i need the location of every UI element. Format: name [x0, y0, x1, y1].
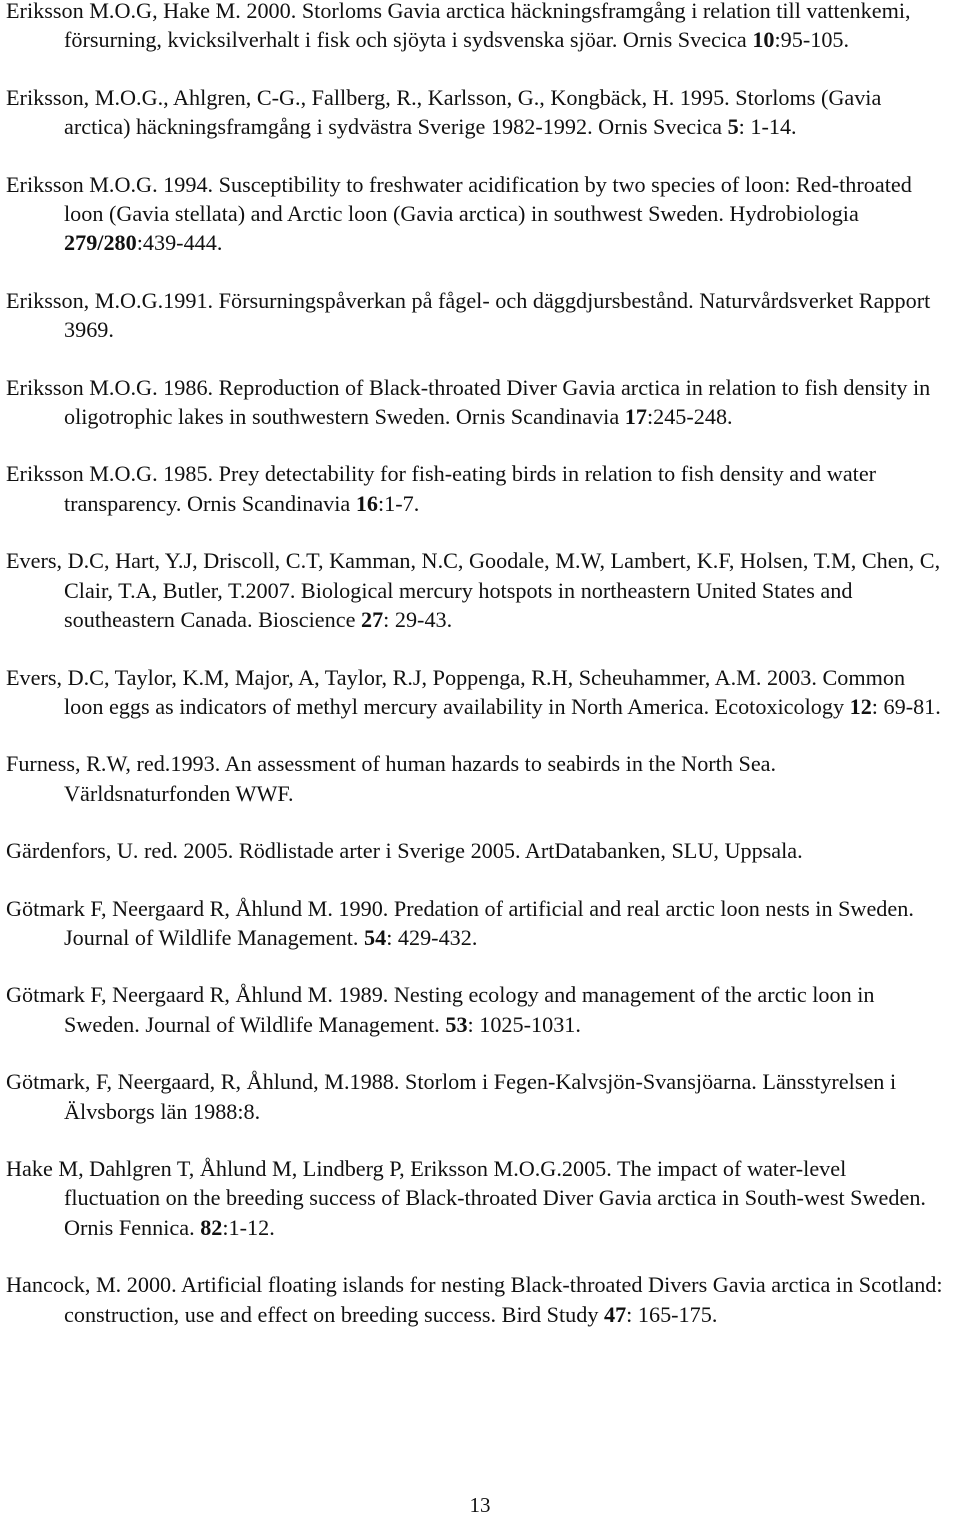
- reference-text: Götmark F, Neergaard R, Åhlund M. 1989. Nesting ecology and management of the arctic loon in Sweden. Journal of Wildlife Management.: [6, 982, 875, 1037]
- reference-text: Hake M, Dahlgren T, Åhlund M, Lindberg P, Eriksson M.O.G.2005. The impact of water-level fluctuation on the breeding success of Black-throated Diver Gavia arctica in South-west Sweden. Ornis Fennica.: [6, 1155, 926, 1240]
- reference-entry: [6, 83, 946, 142]
- reference-text: Eriksson M.O.G. 1986. Reproduction of Black-throated Diver Gavia arctica in relation to fish density in oligotrophic lakes in southwestern Sweden. Ornis Scandinavia: [6, 374, 931, 430]
- reference-entry: [6, 894, 946, 953]
- reference-pages: : 1025-1031.: [467, 1011, 581, 1037]
- reference-text: Götmark, F, Neergaard, R, Åhlund, M.1988. Storlom i Fegen-Kalvsjön-Svansjöarna. Länsstyrelsen i Älvsborgs län 1988:8.: [6, 1069, 897, 1124]
- reference-pages: :439-444.: [136, 230, 223, 256]
- page-number: 13: [469, 1493, 491, 1517]
- volume-number: 10: [752, 27, 775, 53]
- volume-number: 16: [355, 490, 379, 516]
- reference-text: Gärdenfors, U. red. 2005. Rödlistade arter i Sverige 2005. ArtDatabanken, SLU, Uppsala.: [6, 838, 803, 864]
- reference-text: Hancock, M. 2000. Artificial floating islands for nesting Black-throated Divers Gavia arctica in Scotland: construction, use and effect on breeding success. Bird Study: [6, 1272, 943, 1327]
- reference-text: Eriksson M.O.G. 1985. Prey detectability for fish-eating birds in relation to fish density and water transparency. Ornis Scandinavia: [6, 461, 877, 516]
- volume-number: 53: [445, 1011, 468, 1037]
- volume-number: 279/280: [64, 230, 137, 256]
- reference-text: Eriksson, M.O.G.1991. Försurningspåverkan på fågel- och däggdjursbestånd. Naturvårdsverket Rapport 3969.: [6, 287, 931, 343]
- reference-entry: [6, 373, 946, 432]
- reference-pages: : 69-81.: [871, 693, 941, 719]
- reference-entry: [6, 546, 946, 634]
- reference-entry: [6, 1270, 946, 1329]
- reference-text: Furness, R.W, red.1993. An assessment of human hazards to seabirds in the North Sea. Världsnaturfonden WWF.: [6, 751, 777, 806]
- volume-number: 54: [364, 924, 387, 950]
- reference-text: Evers, D.C, Taylor, K.M, Major, A, Taylor, R.J, Poppenga, R.H, Scheuhammer, A.M. 2003. Common loon eggs as indicators of methyl mercury availability in North America. Ecotoxicology: [6, 664, 906, 719]
- reference-text: Evers, D.C, Hart, Y.J, Driscoll, C.T, Kamman, N.C, Goodale, M.W, Lambert, K.F, Holsen, T.M, Chen, C, Clair, T.A, Butler, T.2007. Biological mercury hotspots in northeastern United States and southeastern Canada. Bioscience: [6, 548, 941, 633]
- reference-pages: : 165-175.: [626, 1301, 718, 1327]
- reference-pages: : 1-14.: [738, 114, 797, 140]
- reference-pages: : 429-432.: [386, 924, 478, 950]
- reference-entry: [6, 663, 946, 722]
- reference-entry: [6, 749, 946, 808]
- reference-pages: :1-7.: [378, 490, 420, 516]
- reference-entry: [6, 0, 946, 55]
- reference-entry: [6, 1154, 946, 1242]
- volume-number: 12: [849, 693, 872, 719]
- reference-text: Eriksson M.O.G. 1994. Susceptibility to freshwater acidification by two species of loon: Red-throated loon (Gavia stellata) and Arctic loon (Gavia arctica) in southwest Sweden. Hydrobiologia: [6, 171, 912, 227]
- reference-list: [6, 0, 946, 1357]
- reference-pages: :1-12.: [222, 1214, 275, 1240]
- reference-text: Eriksson M.O.G, Hake M. 2000. Storloms Gavia arctica häckningsframgång i relation till vattenkemi, försurning, kvicksilverhalt i fisk och sjöyta i sydsvenska sjöar. Ornis Svecica: [6, 0, 911, 53]
- reference-pages: :95-105.: [774, 27, 850, 53]
- reference-pages: : 29-43.: [383, 607, 453, 633]
- reference-entry: [6, 459, 946, 518]
- volume-number: 27: [360, 607, 384, 633]
- reference-entry: [6, 836, 946, 865]
- reference-text: Eriksson, M.O.G., Ahlgren, C-G., Fallberg, R., Karlsson, G., Kongbäck, H. 1995. Storloms (Gavia arctica) häckningsframgång i sydvästra Sverige 1982-1992. Ornis Svecica: [6, 84, 882, 140]
- reference-pages: :245-248.: [646, 404, 733, 430]
- volume-number: 5: [727, 114, 739, 140]
- reference-entry: [6, 1067, 946, 1126]
- volume-number: 82: [200, 1214, 223, 1240]
- reference-entry: [6, 170, 946, 258]
- reference-entry: [6, 286, 946, 345]
- reference-entry: [6, 980, 946, 1039]
- reference-text: Götmark F, Neergaard R, Åhlund M. 1990. Predation of artificial and real arctic loon nests in Sweden. Journal of Wildlife Management.: [6, 895, 914, 950]
- volume-number: 47: [603, 1301, 627, 1327]
- volume-number: 17: [624, 404, 647, 430]
